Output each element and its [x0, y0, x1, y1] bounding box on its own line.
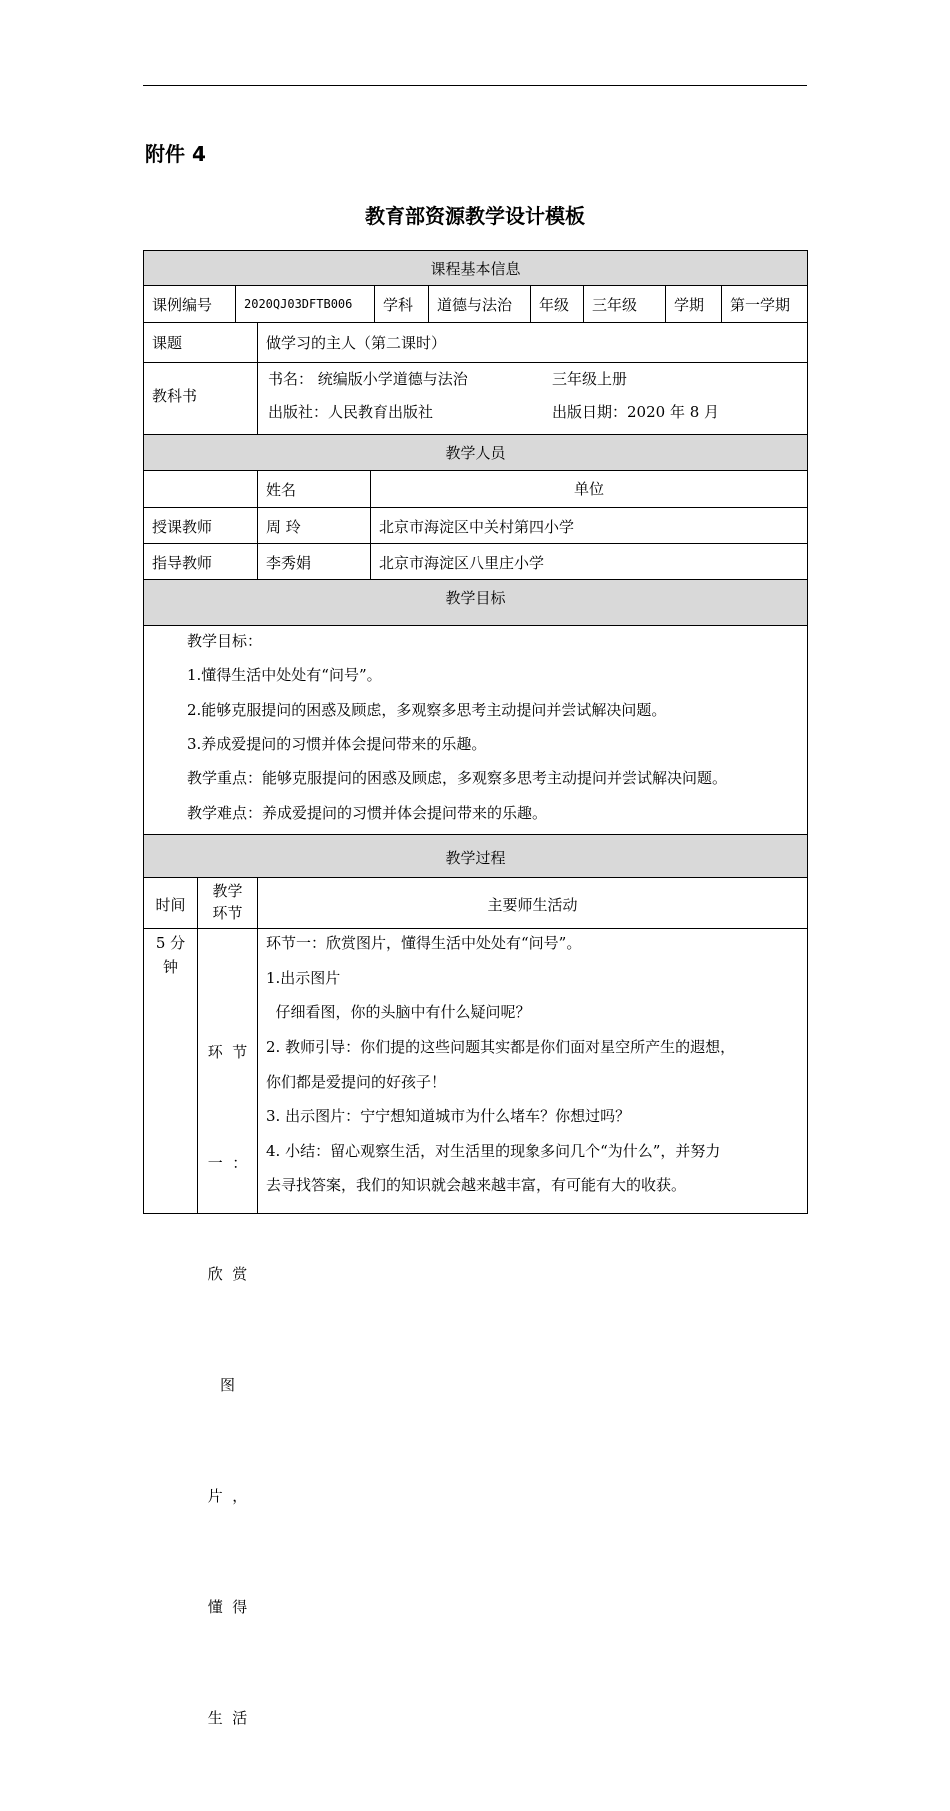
grade-value: 三年级: [583, 286, 665, 322]
stage-line: 一 ：: [207, 1154, 248, 1172]
book-publish-date: 出版日期：2020 年 8 月: [552, 403, 720, 421]
topic-label: 课题: [152, 334, 183, 352]
design-table: [143, 250, 808, 1727]
staff-row: [143, 544, 808, 580]
staff-row: [143, 508, 808, 544]
staff-header: [143, 435, 808, 471]
staff-title: 教学人员: [445, 444, 506, 462]
staff-role: 指导教师: [152, 554, 213, 572]
activity-header: 主要师生活动: [257, 878, 807, 928]
time-line: 钟: [162, 958, 178, 976]
objectives-line: 1.懂得生活中处处有“问号”。: [187, 666, 382, 684]
objectives-line: 教学目标：: [187, 632, 263, 650]
staff-blank-cell: [144, 471, 257, 507]
objectives-line: 教学难点：养成爱提问的习惯并体会提问带来的乐趣。: [187, 804, 548, 822]
header-rule: [143, 85, 807, 86]
objectives-line: 教学重点：能够克服提问的困惑及顾虑，多观察多思考主动提问并尝试解决问题。: [187, 769, 728, 787]
textbook-row: [143, 363, 808, 435]
staff-role: 授课教师: [152, 518, 213, 536]
course-meta-row: [143, 286, 808, 323]
activity-line: 环节一：欣赏图片，懂得生活中处处有“问号”。: [266, 934, 582, 952]
objectives-line: 2.能够克服提问的困惑及顾虑，多观察多思考主动提问并尝试解决问题。: [187, 701, 667, 719]
time-header: 时间: [155, 896, 186, 914]
term-label: 学期: [665, 286, 721, 322]
activity-cell: [257, 929, 807, 1213]
stage-cell: [197, 929, 257, 1727]
process-column-row: [143, 878, 808, 929]
code-label: 课例编号: [152, 296, 213, 314]
staff-name: 李秀娟: [257, 544, 370, 579]
course-info-title: 课程基本信息: [430, 260, 521, 278]
attachment-label: 附件 4: [145, 142, 206, 166]
activity-line: 仔细看图，你的头脑中有什么疑问呢？: [266, 1003, 531, 1021]
book-name: 书名： 统编版小学道德与法治: [268, 370, 468, 388]
stage-header-line: 教学: [212, 882, 243, 900]
staff-unit: 北京市海淀区中关村第四小学: [370, 508, 807, 543]
course-info-header: [143, 250, 808, 286]
subject-label: 学科: [374, 286, 428, 322]
staff-unit: 北京市海淀区八里庄小学: [370, 544, 807, 579]
stage-line: 图: [219, 1376, 235, 1394]
staff-name: 周 玲: [257, 508, 370, 543]
term-value: 第一学期: [721, 286, 807, 322]
objectives-line: 3.养成爱提问的习惯并体会提问带来的乐趣。: [187, 735, 487, 753]
unit-header: 单位: [370, 471, 807, 507]
activity-line: 去寻找答案，我们的知识就会越来越丰富，有可能有大的收获。: [266, 1176, 687, 1194]
stage-line: 懂 得: [207, 1598, 248, 1616]
staff-column-row: [143, 471, 808, 508]
subject-value: 道德与法治: [428, 286, 530, 322]
name-header: 姓名: [257, 471, 370, 507]
objectives-body: [143, 626, 808, 835]
process-header: [143, 835, 808, 878]
time-line: 5 分: [155, 934, 186, 952]
topic-value: 做学习的主人（第二课时）: [257, 323, 807, 362]
stage-header-line: 环节: [212, 904, 243, 922]
code-value: 2020QJ03DFTB006: [235, 286, 374, 322]
stage-header: [197, 878, 257, 928]
time-cell: [144, 929, 197, 1213]
textbook-label: 教科书: [152, 387, 198, 405]
grade-label: 年级: [530, 286, 583, 322]
objectives-header: [143, 580, 808, 626]
topic-row: [143, 323, 808, 363]
document-title: 教育部资源教学设计模板: [365, 204, 585, 228]
stage-line: 生 活: [207, 1709, 248, 1727]
book-volume: 三年级上册: [552, 370, 628, 388]
textbook-details: [257, 363, 807, 434]
objectives-title: 教学目标: [445, 589, 506, 607]
process-row: [143, 929, 808, 1727]
activity-line: 3. 出示图片：宁宁想知道城市为什么堵车？你想过吗？: [266, 1107, 631, 1125]
activity-line: 你们都是爱提问的好孩子！: [266, 1073, 447, 1091]
activity-line: 2. 教师引导：你们提的这些问题其实都是你们面对星空所产生的遐想，: [266, 1038, 736, 1056]
process-title: 教学过程: [445, 849, 506, 867]
activity-line: 1.出示图片: [266, 969, 341, 987]
stage-line: 环 节: [207, 1043, 248, 1061]
stage-line: 欣 赏: [207, 1265, 248, 1283]
book-publisher: 出版社：人民教育出版社: [268, 403, 434, 421]
activity-line: 4. 小结：留心观察生活，对生活里的现象多问几个“为什么”，并努力: [266, 1142, 721, 1160]
stage-line: 片 ，: [207, 1487, 248, 1505]
